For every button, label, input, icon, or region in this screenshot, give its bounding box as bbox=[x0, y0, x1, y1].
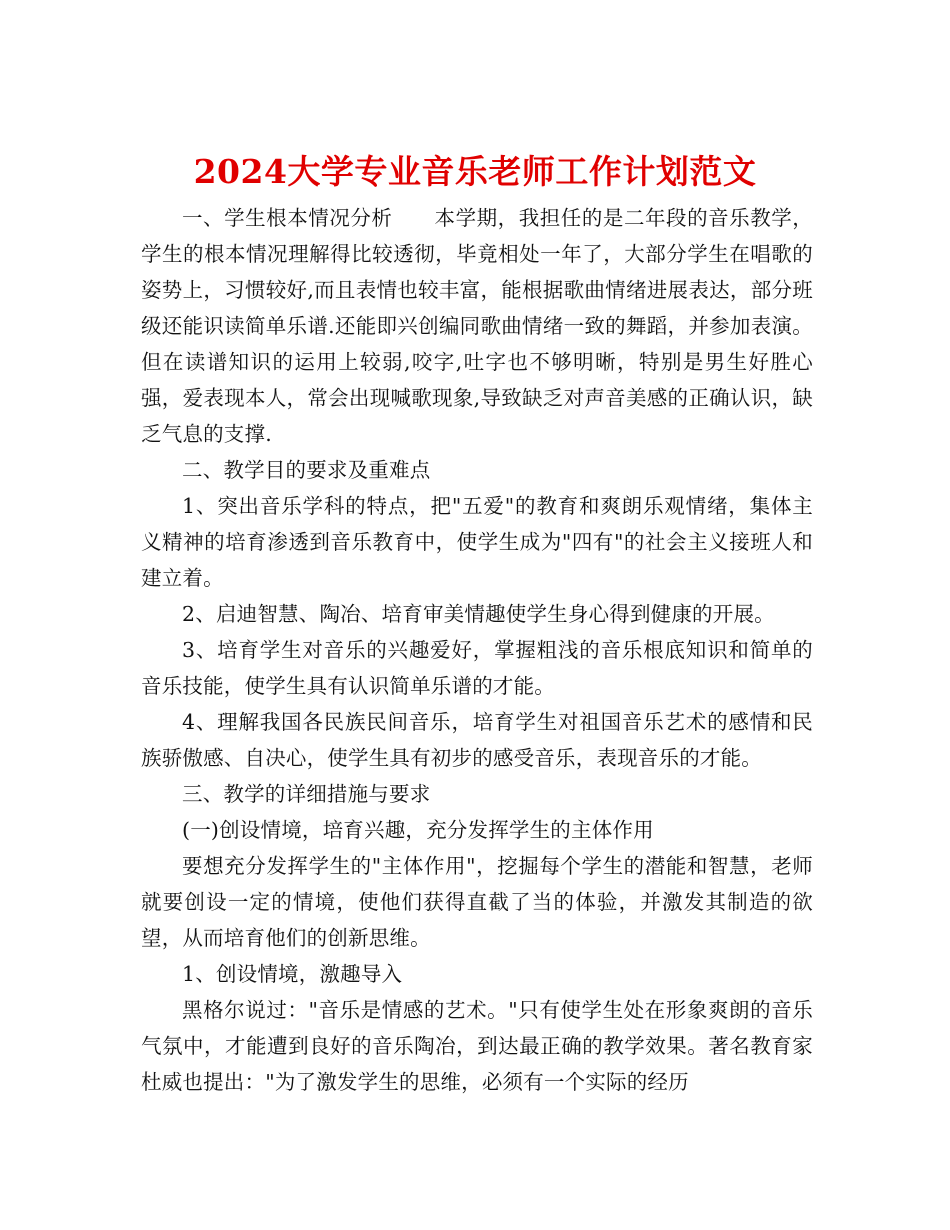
paragraph-hegel-quote: 黑格尔说过："音乐是情感的艺术。"只有使学生处在形象爽朗的音乐气氛中，才能遭到良好的音乐陶冶，到达最正确的教学效果。著名教育家杜威也提出："为了激发学生的思维，必须有一个实际的经历 bbox=[141, 998, 813, 1094]
document-body bbox=[141, 200, 813, 1100]
heading-teaching-measures: 三、教学的详细措施与要求 bbox=[182, 782, 431, 806]
document-title: 2024大学专业音乐老师工作计划范文 bbox=[193, 152, 757, 192]
paragraph-goal-2: 2、启迪智慧、陶冶、培育审美情趣使学生身心得到健康的开展。 bbox=[182, 602, 775, 626]
subheading-situation-intro: 1、创设情境，激趣导入 bbox=[182, 962, 403, 986]
paragraph-goal-4: 4、理解我国各民族民间音乐，培育学生对祖国音乐艺术的感情和民族骄傲感、自决心，使学生具有初步的感受音乐，表现音乐的才能。 bbox=[141, 710, 813, 770]
paragraph-subject-role: 要想充分发挥学生的"主体作用"，挖掘每个学生的潜能和智慧，老师就要创设一定的情境，使他们获得直截了当的体验，并激发其制造的欲望，从而培育他们的创新思维。 bbox=[141, 854, 813, 950]
paragraph-goal-1: 1、突出音乐学科的特点，把"五爱"的教育和爽朗乐观情绪，集体主义精神的培育渗透到音乐教育中，使学生成为"四有"的社会主义接班人和建立着。 bbox=[141, 494, 813, 590]
paragraph-student-analysis: 一、学生根本情况分析 本学期，我担任的是二年段的音乐教学，学生的根本情况理解得比较透彻，毕竟相处一年了，大部分学生在唱歌的姿势上，习惯较好,而且表情也较丰富，能根据歌曲情绪进展表达，部分班级还能识读简单乐谱.还能即兴创编同歌曲情绪一致的舞蹈，并参加表演。但在读谱知识的运用上较弱,咬字,吐字也不够明晰，特别是男生好胜心强，爱表现本人，常会出现喊歌现象,导致缺乏对声音美感的正确认识，缺乏气息的支撑. bbox=[141, 206, 813, 446]
paragraph-goal-3: 3、培育学生对音乐的兴趣爱好，掌握粗浅的音乐根底知识和简单的音乐技能，使学生具有认识简单乐谱的才能。 bbox=[141, 638, 813, 698]
subheading-create-situation: (一)创设情境，培育兴趣，充分发挥学生的主体作用 bbox=[182, 818, 654, 842]
heading-teaching-goals: 二、教学目的要求及重难点 bbox=[182, 458, 431, 482]
